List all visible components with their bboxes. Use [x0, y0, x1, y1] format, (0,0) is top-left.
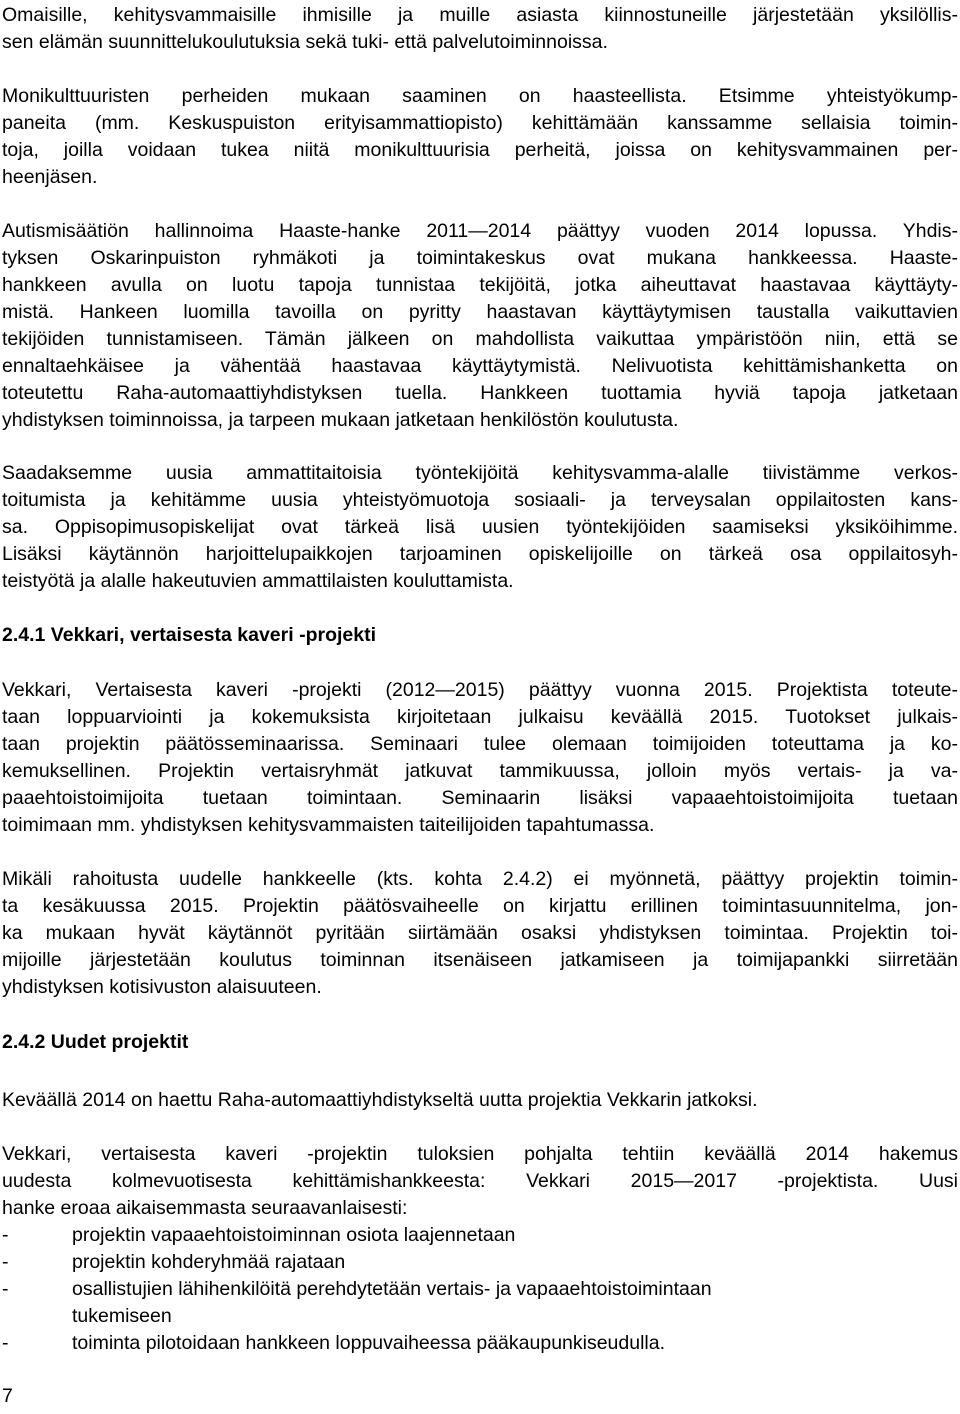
list-item-text: toiminta pilotoidaan hankkeen loppuvaiheessa pääkaupunkiseudulla.: [72, 1332, 666, 1354]
body-text-line: Monikulttuuristen perheiden mukaan saaminen on haasteellista. Etsimme yhteistyökump-: [2, 85, 958, 107]
body-text-line: sa. Oppisopimusopiskelijat ovat tärkeä lisä uusien työntekijöiden saamiseksi yksiköihimme.: [2, 516, 958, 538]
body-text-line: toitumista ja kehitämme uusia yhteistyömuotoja sosiaali- ja terveysalan oppilaitosten kans-: [2, 489, 958, 511]
body-text-line: kemuksellinen. Projektin vertaisryhmät jatkuvat tammikuussa, jolloin myös vertais- ja va-: [2, 760, 958, 782]
body-text-line: ennaltaehkäisee ja vähentää haastavaa käyttäytymistä. Nelivuotista kehittämishanketta on: [2, 355, 958, 377]
body-text-line: ta kesäkuussa 2015. Projektin päätösvaiheelle on kirjattu erillinen toimintasuunnitelma, jon-: [2, 895, 958, 917]
list-marker: -: [2, 1224, 9, 1246]
body-text-line: yhdistyksen kotisivuston alaisuuteen.: [2, 976, 322, 998]
body-text-line: Keväällä 2014 on haettu Raha-automaattiyhdistykseltä uutta projektia Vekkarin jatkoksi.: [2, 1089, 758, 1111]
body-text-line: Vekkari, Vertaisesta kaveri -projekti (2012—2015) päättyy vuonna 2015. Projektista toteute-: [2, 679, 958, 701]
body-text-line: teistyötä ja alalle hakeutuvien ammattilaisten kouluttamista.: [2, 570, 514, 592]
body-text-line: paaehtoistoimijoita tuetaan toimintaan. Seminaarin lisäksi vapaaehtoistoimijoita tuetaan: [2, 787, 958, 809]
list-item-text: projektin vapaaehtoistoiminnan osiota laajennetaan: [72, 1224, 516, 1246]
body-text-line: Vekkari, vertaisesta kaveri -projektin tuloksien pohjalta tehtiin keväällä 2014 hakemus: [2, 1143, 958, 1165]
body-text-line: sen elämän suunnittelukoulutuksia sekä tuki- että palvelutoiminnoissa.: [2, 31, 608, 53]
body-text-line: paneita (mm. Keskuspuiston erityisammattiopisto) kehittämään kanssamme sellaisia toimin-: [2, 112, 958, 134]
body-text-line: Mikäli rahoitusta uudelle hankkeelle (kts. kohta 2.4.2) ei myönnetä, päättyy projektin toimin-: [2, 868, 958, 890]
list-item-text: osallistujien lähihenkilöitä perehdytetään vertais- ja vapaaehtoistoimintaan: [72, 1278, 712, 1300]
section-heading: 2.4.1 Vekkari, vertaisesta kaveri -projekti: [2, 624, 376, 646]
body-text-line: toja, joilla voidaan tukea niitä monikulttuurisia perheitä, joissa on kehitysvammainen per-: [2, 139, 958, 161]
body-text-line: mistä. Hankeen luomilla tavoilla on pyritty haastavan käyttäytymisen taustalla vaikuttavien: [2, 301, 958, 323]
body-text-line: hanke eroaa aikaisemmasta seuraavanlaisesti:: [2, 1197, 408, 1219]
body-text-line: hankkeen avulla on luotu tapoja tunnistaa tekijöitä, jotka aiheuttavat haastavaa käyttäyty-: [2, 274, 958, 296]
section-heading: 2.4.2 Uudet projektit: [2, 1031, 189, 1053]
page-number: 7: [2, 1385, 13, 1407]
body-text-line: tekijöiden tunnistamiseen. Tämän jälkeen on mahdollista vaikuttaa ympäristöön niin, että se: [2, 328, 958, 350]
list-item-text: projektin kohderyhmää rajataan: [72, 1251, 346, 1273]
list-marker: -: [2, 1332, 9, 1354]
body-text-line: Omaisille, kehitysvammaisille ihmisille ja muille asiasta kiinnostuneille järjestetään yksilöllis-: [2, 4, 958, 26]
body-text-line: toimimaan mm. yhdistyksen kehitysvammaisten taiteilijoiden tapahtumassa.: [2, 814, 655, 836]
body-text-line: Saadaksemme uusia ammattitaitoisia työntekijöitä kehitysvamma-alalle tiivistämme verkos-: [2, 462, 958, 484]
body-text-line: heenjäsen.: [2, 166, 98, 188]
body-text-line: mijoille järjestetään koulutus toiminnan itsenäiseen jatkamiseen ja toimijapankki siirretään: [2, 949, 958, 971]
body-text-line: Autismisäätiön hallinnoima Haaste-hanke 2011—2014 päättyy vuoden 2014 lopussa. Yhdis-: [2, 220, 958, 242]
list-marker: -: [2, 1278, 9, 1300]
list-marker: -: [2, 1251, 9, 1273]
body-text-line: uudesta kolmevuotisesta kehittämishankkeesta: Vekkari 2015—2017 -projektista. Uusi: [2, 1170, 958, 1192]
body-text-line: taan projektin päätösseminaarissa. Seminaari tulee olemaan toimijoiden toteuttama ja ko-: [2, 733, 958, 755]
body-text-line: taan loppuarviointi ja kokemuksista kirjoitetaan julkaisu keväällä 2015. Tuotokset julkais-: [2, 706, 958, 728]
list-item-text: tukemiseen: [72, 1305, 172, 1327]
body-text-line: toteutettu Raha-automaattiyhdistyksen tuella. Hankkeen tuottamia hyviä tapoja jatketaan: [2, 382, 958, 404]
body-text-line: ka mukaan hyvät käytännöt pyritään siirtämään osaksi yhdistyksen toimintaa. Projektin toi-: [2, 922, 958, 944]
body-text-line: tyksen Oskarinpuiston ryhmäkoti ja toimintakeskus ovat mukana hankkeessa. Haaste-: [2, 247, 958, 269]
body-text-line: Lisäksi käytännön harjoittelupaikkojen tarjoaminen opiskelijoille on tärkeä osa oppilaitosyh-: [2, 543, 958, 565]
body-text-line: yhdistyksen toiminnoissa, ja tarpeen mukaan jatketaan henkilöstön koulutusta.: [2, 409, 679, 431]
